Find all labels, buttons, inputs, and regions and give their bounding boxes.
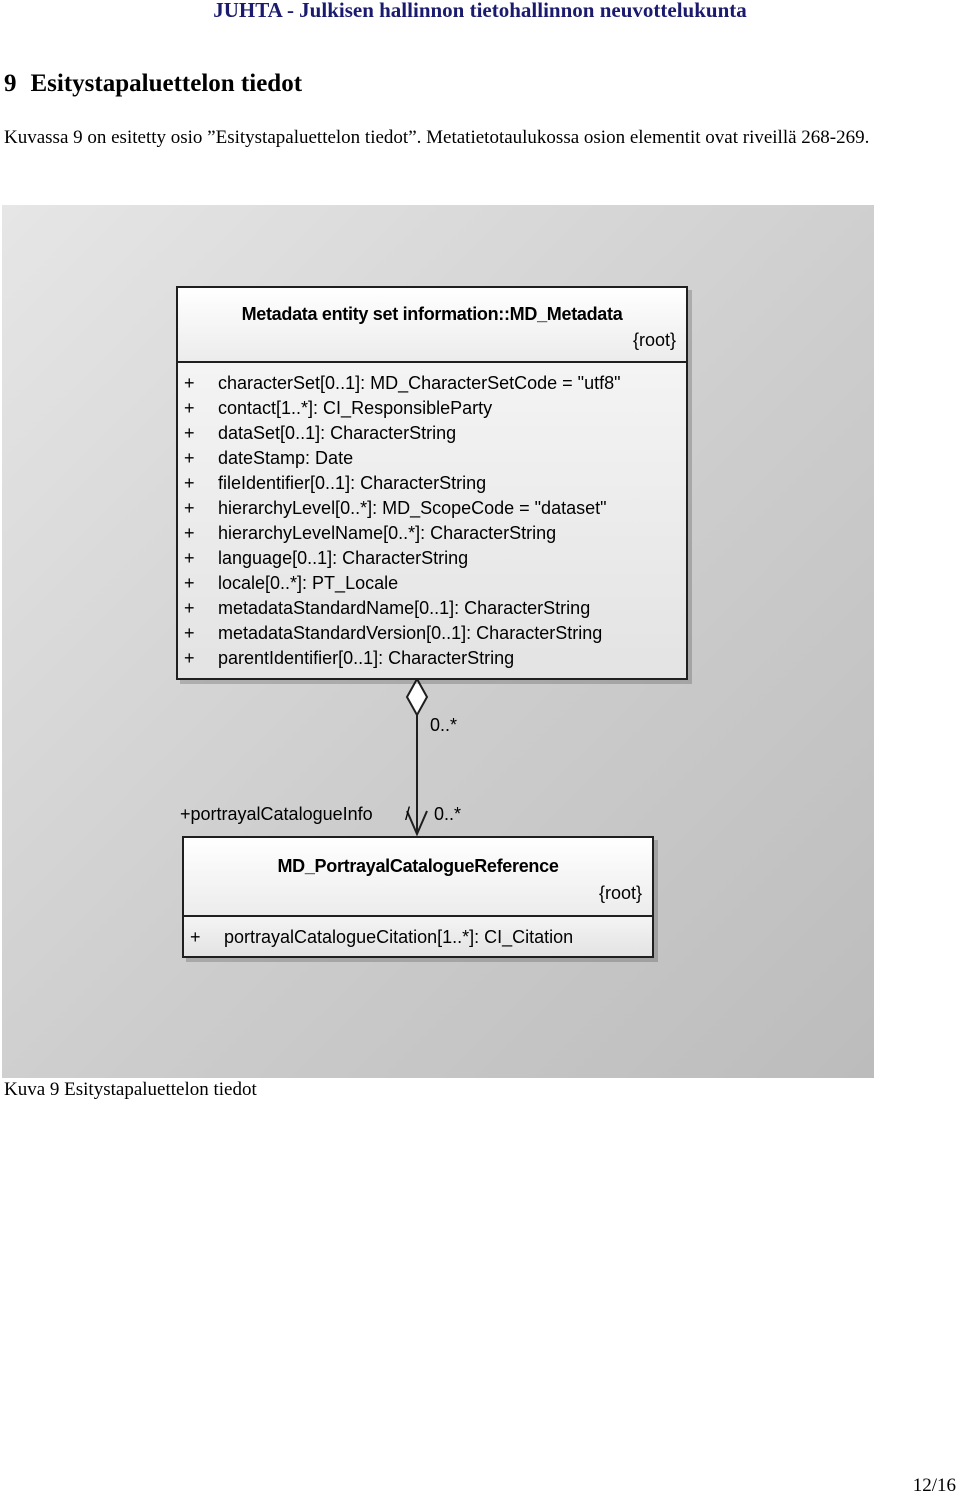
section-title: Esitystapaluettelon tiedot xyxy=(30,70,303,97)
md-metadata-class-header xyxy=(178,288,686,363)
visibility-marker: + xyxy=(184,423,195,443)
visibility-marker: + xyxy=(184,498,195,518)
attribute-row xyxy=(178,646,686,671)
attribute-row xyxy=(178,546,686,571)
attribute-row xyxy=(178,396,686,421)
uml-class-diagram xyxy=(2,205,874,1078)
attribute-row xyxy=(184,925,652,950)
visibility-marker: + xyxy=(184,473,195,493)
visibility-marker: + xyxy=(184,573,195,593)
visibility-marker: + xyxy=(190,927,201,947)
aggregation-diamond xyxy=(407,679,427,715)
visibility-marker: + xyxy=(184,373,195,393)
visibility-marker: + xyxy=(184,448,195,468)
attribute-text: hierarchyLevel[0..*]: MD_ScopeCode = "dataset" xyxy=(218,498,607,518)
attribute-row xyxy=(178,496,686,521)
attribute-text: fileIdentifier[0..1]: CharacterString xyxy=(218,473,487,493)
section-number: 9 xyxy=(4,70,17,97)
attribute-row xyxy=(178,521,686,546)
attribute-row xyxy=(178,621,686,646)
attribute-text: hierarchyLevelName[0..*]: CharacterString xyxy=(218,523,557,543)
attribute-text: parentIdentifier[0..1]: CharacterString xyxy=(218,648,515,668)
attribute-text: locale[0..*]: PT_Locale xyxy=(218,573,399,593)
attribute-text: language[0..1]: CharacterString xyxy=(218,548,469,568)
attribute-list xyxy=(184,917,652,956)
class-name: Metadata entity set information::MD_Metadata xyxy=(241,304,623,324)
role-separator: / xyxy=(405,804,411,824)
class-name: MD_PortrayalCatalogueReference xyxy=(277,856,559,876)
association-role-name: +portrayalCatalogueInfo xyxy=(180,804,373,824)
attribute-text: contact[1..*]: CI_ResponsibleParty xyxy=(218,398,493,418)
attribute-text: metadataStandardName[0..1]: CharacterString xyxy=(218,598,591,618)
attribute-text: dataSet[0..1]: CharacterString xyxy=(218,423,457,443)
class-stereotype: {root} xyxy=(632,330,676,350)
attribute-row xyxy=(178,596,686,621)
attribute-text: portrayalCatalogueCitation[1..*]: CI_Citation xyxy=(224,927,574,947)
attribute-text: dateStamp: Date xyxy=(218,448,354,468)
attribute-row xyxy=(178,371,686,396)
source-multiplicity: 0..* xyxy=(430,715,458,735)
attribute-row xyxy=(178,571,686,596)
section-heading xyxy=(4,70,302,98)
attribute-row xyxy=(178,421,686,446)
attribute-list xyxy=(178,363,686,678)
portrayal-class-header xyxy=(184,838,652,917)
target-multiplicity: 0..* xyxy=(434,804,462,824)
class-stereotype: {root} xyxy=(598,883,642,903)
visibility-marker: + xyxy=(184,623,195,643)
page-number: 12/16 xyxy=(912,1475,956,1496)
attribute-row xyxy=(178,446,686,471)
figure-caption: Kuva 9 Esitystapaluettelon tiedot xyxy=(4,1079,257,1100)
visibility-marker: + xyxy=(184,398,195,418)
body-paragraph: Kuvassa 9 on esitetty osio ”Esitystapaluettelon tiedot”. Metatietotaulukossa osion elementit ovat riveillä 268-269. xyxy=(4,127,870,148)
attribute-row xyxy=(178,471,686,496)
running-header: JUHTA - Julkisen hallinnon tietohallinnon neuvottelukunta xyxy=(213,0,747,22)
visibility-marker: + xyxy=(184,523,195,543)
attribute-text: metadataStandardVersion[0..1]: CharacterString xyxy=(218,623,603,643)
visibility-marker: + xyxy=(184,548,195,568)
visibility-marker: + xyxy=(184,648,195,668)
attribute-text: characterSet[0..1]: MD_CharacterSetCode = "utf8" xyxy=(218,373,621,393)
visibility-marker: + xyxy=(184,598,195,618)
md-metadata-class xyxy=(176,286,688,680)
md-portrayal-catalogue-reference-class xyxy=(182,836,654,958)
